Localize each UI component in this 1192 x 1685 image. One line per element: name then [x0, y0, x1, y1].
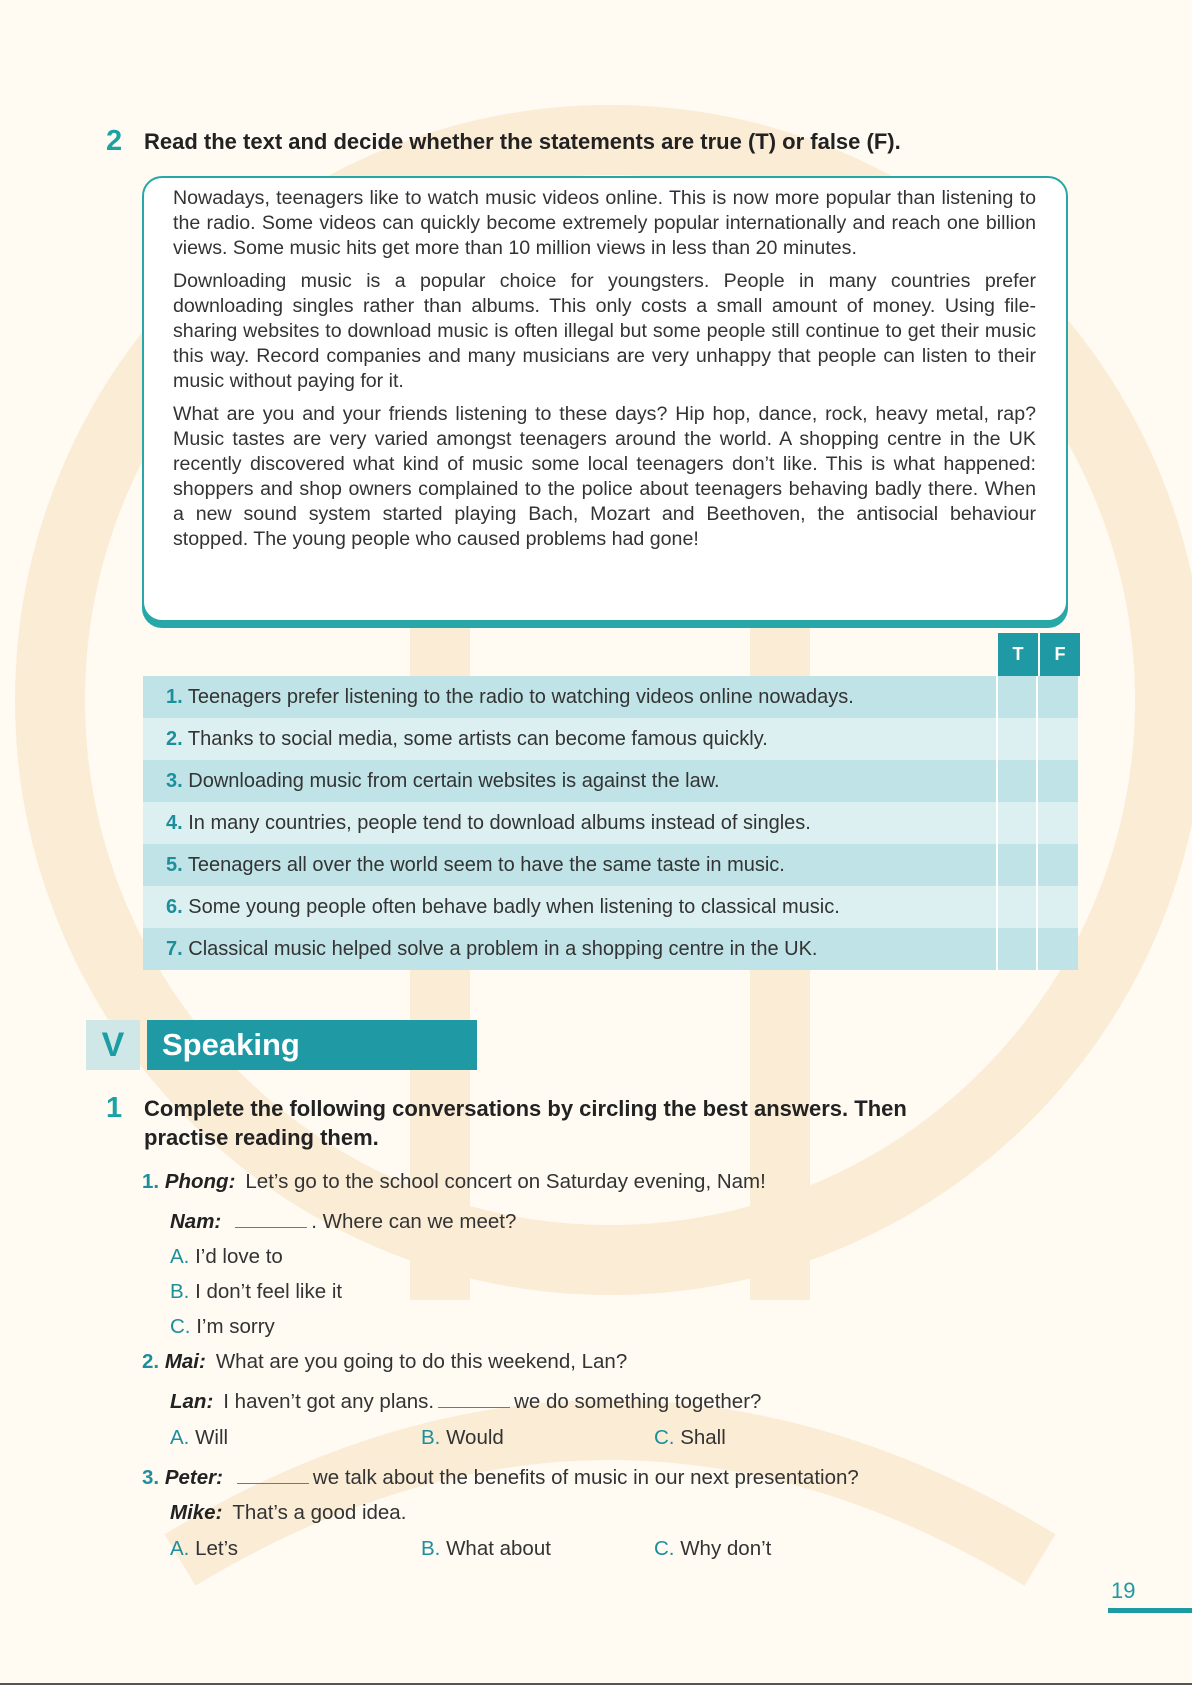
option-letter: B. [170, 1280, 190, 1303]
section-title: Speaking [162, 1027, 300, 1062]
statement-number: 1. [166, 686, 183, 708]
statement-label: Teenagers prefer listening to the radio to watching videos online nowadays. [187, 686, 854, 708]
answer-blank [438, 1389, 510, 1408]
table-row [143, 676, 1078, 718]
answer-blank [237, 1465, 309, 1484]
false-column-header: F [1040, 633, 1080, 676]
dialogue-line [142, 1168, 766, 1196]
dialogue-line [170, 1499, 406, 1527]
true-answer-cell[interactable] [996, 718, 1036, 760]
statement-label: Some young people often behave badly when listening to classical music. [188, 896, 840, 918]
option-letter: C. [654, 1537, 675, 1560]
dialogue-text: . Where can we meet? [311, 1210, 517, 1233]
option-text: I’d love to [195, 1245, 283, 1268]
answer-option[interactable] [170, 1313, 275, 1341]
table-row [143, 760, 1078, 802]
option-text: I don’t feel like it [195, 1280, 343, 1303]
question-number: 2. [142, 1350, 160, 1373]
option-text: Will [195, 1426, 229, 1449]
exercise-instruction: Read the text and decide whether the statements are true (T) or false (F). [144, 129, 901, 154]
true-false-table [143, 676, 1078, 970]
section-letter: V [86, 1020, 140, 1070]
dialogue-text: I haven’t got any plans. [223, 1390, 435, 1413]
statement-text [143, 760, 996, 802]
true-answer-cell[interactable] [996, 844, 1036, 886]
exercise-instruction [144, 1094, 907, 1152]
answer-blank [235, 1209, 307, 1228]
statement-label: Thanks to social media, some artists can become famous quickly. [187, 728, 768, 750]
dialogue-line [142, 1348, 627, 1376]
table-row [143, 928, 1078, 970]
false-answer-cell[interactable] [1036, 886, 1076, 928]
option-text: Why don’t [680, 1537, 772, 1560]
question-number: 1. [142, 1170, 160, 1193]
answer-option[interactable] [654, 1424, 726, 1452]
dialogue-line [170, 1208, 516, 1236]
option-text: Would [446, 1426, 504, 1449]
option-letter: B. [421, 1537, 441, 1560]
option-letter: C. [170, 1315, 191, 1338]
answer-option[interactable] [421, 1424, 504, 1452]
statement-number: 2. [166, 728, 183, 750]
answer-option[interactable] [170, 1424, 228, 1452]
false-answer-cell[interactable] [1036, 760, 1076, 802]
option-text: Let’s [195, 1537, 239, 1560]
table-row [143, 718, 1078, 760]
speaker-name: Mike: [170, 1501, 223, 1524]
true-answer-cell[interactable] [996, 760, 1036, 802]
option-letter: A. [170, 1245, 190, 1268]
statement-text [143, 718, 996, 760]
option-letter: C. [654, 1426, 675, 1449]
exercise-2-heading [106, 127, 901, 156]
statement-number: 3. [166, 770, 183, 792]
speaker-name: Phong: [164, 1170, 236, 1193]
false-answer-cell[interactable] [1036, 802, 1076, 844]
true-column-header: T [998, 633, 1038, 676]
dialogue-text: we do something together? [514, 1390, 762, 1413]
speaker-name: Lan: [170, 1390, 214, 1413]
page-number: 19 [1111, 1578, 1136, 1603]
dialogue-text: we talk about the benefits of music in our next presentation? [312, 1466, 859, 1489]
option-letter: A. [170, 1426, 190, 1449]
statement-number: 7. [166, 938, 183, 960]
option-letter: B. [421, 1426, 441, 1449]
table-row [143, 886, 1078, 928]
dialogue-line [142, 1464, 859, 1492]
dialogue-line [170, 1388, 761, 1416]
table-row [143, 844, 1078, 886]
table-row [143, 802, 1078, 844]
false-answer-cell[interactable] [1036, 676, 1076, 718]
false-answer-cell[interactable] [1036, 844, 1076, 886]
statement-text [143, 928, 996, 970]
statement-label: Classical music helped solve a problem in a shopping centre in the UK. [188, 938, 818, 960]
reading-passage [142, 176, 1068, 622]
answer-option[interactable] [170, 1243, 283, 1271]
exercise-number: 1 [106, 1092, 123, 1124]
statement-text [143, 802, 996, 844]
true-answer-cell[interactable] [996, 886, 1036, 928]
page-number-underline [1108, 1608, 1192, 1613]
passage-paragraph: Nowadays, teenagers like to watch music videos online. This is now more popular than listening to the radio. Some videos can quickly become extremely popular internationally and reach one billion views. Some music hits get more than 10 million views in less than 20 minutes. [173, 187, 1036, 259]
statement-number: 5. [166, 854, 183, 876]
statement-number: 6. [166, 896, 183, 918]
option-text: Shall [680, 1426, 726, 1449]
statement-text [143, 886, 996, 928]
answer-option[interactable] [654, 1535, 771, 1563]
answer-option[interactable] [170, 1278, 342, 1306]
instruction-line: practise reading them. [144, 1125, 379, 1150]
statement-label: In many countries, people tend to download albums instead of singles. [188, 812, 811, 834]
option-text: I’m sorry [196, 1315, 275, 1338]
speaker-name: Nam: [170, 1210, 222, 1233]
exercise-1-heading [106, 1094, 907, 1152]
answer-option[interactable] [170, 1535, 238, 1563]
option-text: What about [446, 1537, 551, 1560]
option-letter: A. [170, 1537, 190, 1560]
false-answer-cell[interactable] [1036, 718, 1076, 760]
answer-option[interactable] [421, 1535, 551, 1563]
passage-paragraph: What are you and your friends listening to these days? Hip hop, dance, rock, heavy metal, rap? Music tastes are very varied amongst teenagers around the world. A shopping centre in the UK recently discovered what kind of music some local teenagers don’t like. This is what happened: shoppers and shop owners complained to the police about teenagers behaving badly there. When a new sound system started playing Bach, Mozart and Beethoven, the antisocial behaviour stopped. The young people who caused problems had gone! [173, 403, 1036, 550]
statement-text [143, 844, 996, 886]
statement-number: 4. [166, 812, 183, 834]
dialogue-text: Let’s go to the school concert on Saturday evening, Nam! [245, 1170, 766, 1193]
true-answer-cell[interactable] [996, 928, 1036, 970]
dialogue-text: What are you going to do this weekend, Lan? [215, 1350, 628, 1373]
false-answer-cell[interactable] [1036, 928, 1076, 970]
statement-label: Teenagers all over the world seem to have the same taste in music. [187, 854, 785, 876]
true-answer-cell[interactable] [996, 676, 1036, 718]
true-answer-cell[interactable] [996, 802, 1036, 844]
instruction-line: Complete the following conversations by circling the best answers. Then [144, 1096, 907, 1121]
dialogue-text: That’s a good idea. [232, 1501, 407, 1524]
question-number: 3. [142, 1466, 160, 1489]
passage-paragraph: Downloading music is a popular choice for youngsters. People in many countries prefer downloading singles rather than albums. This only costs a small amount of money. Using file-sharing websites to download music is often illegal but some people still continue to get their music this way. Record companies and many musicians are very unhappy that people can listen to their music without paying for it. [173, 270, 1036, 392]
statement-label: Downloading music from certain websites is against the law. [188, 770, 720, 792]
statement-text [143, 676, 996, 718]
exercise-number: 2 [106, 125, 123, 157]
speaker-name: Mai: [164, 1350, 206, 1373]
speaker-name: Peter: [164, 1466, 223, 1489]
